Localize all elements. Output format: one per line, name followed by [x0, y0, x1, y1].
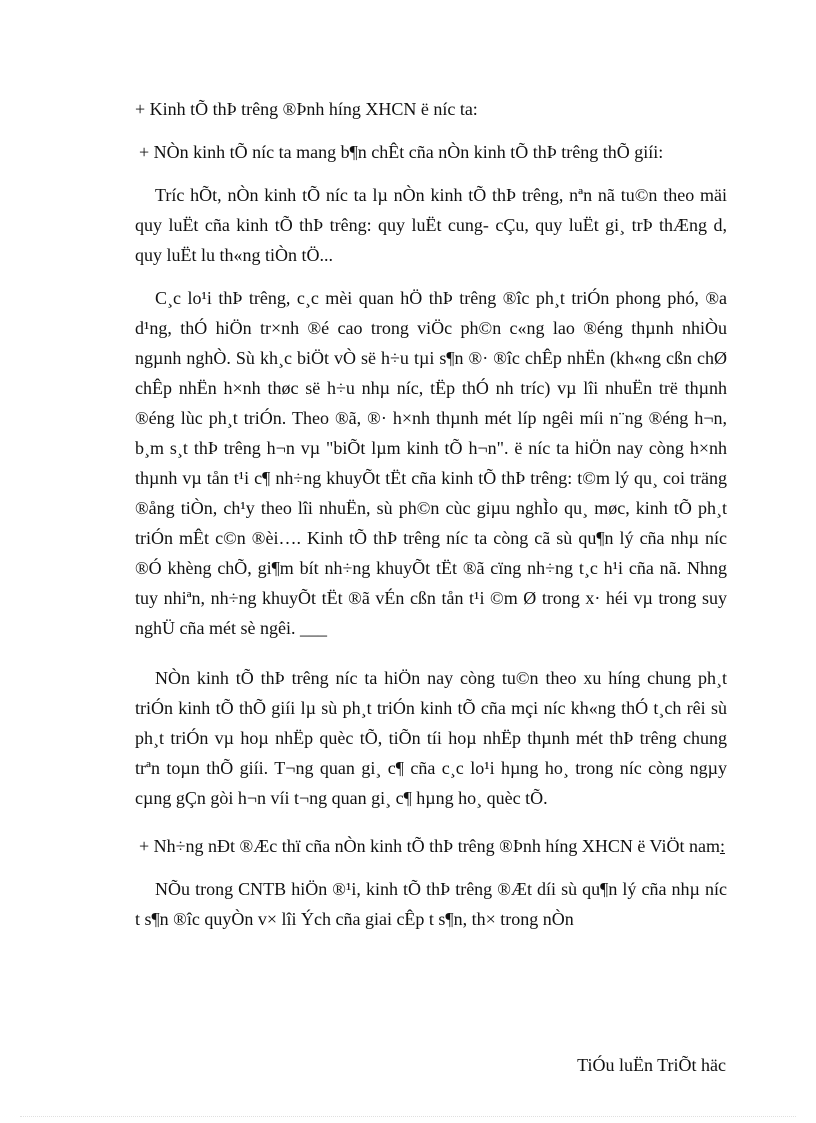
subheading-world-nature: + NÒn kinh tÕ níc ta mang b¶n chÊt cña nÒn kinh tÕ thÞ trêng thÕ giíi:: [139, 142, 664, 162]
document-body: [135, 94, 727, 934]
page-footer: TiÓu luËn TriÕt häc: [577, 1055, 726, 1075]
page-bottom-divider: [20, 1116, 796, 1117]
heading-market-economy: + Kinh tÕ thÞ trêng ®Þnh híng XHCN ë níc ta:: [135, 99, 478, 119]
subheading-vietnam-features-text: + Nh÷ng nÐt ®Æc thï cña nÒn kinh tÕ thÞ trêng ®Þnh híng XHCN ë ViÖt nam: [139, 836, 720, 856]
paragraph-market-types: [135, 283, 727, 643]
paragraph-capitalism-compare: NÕu trong CNTB hiÖn ®¹i, kinh tÕ thÞ trêng ®Æt díi sù qu¶n lý cña nhµ níc t s¶n ®îc quyÒn v× lîi Ých cña giai cÊp t s¶n, th× trong nÒn: [135, 879, 727, 929]
paragraph-market-types-text: C¸c lo¹i thÞ trêng, c¸c mèi quan hÖ thÞ trêng ®îc ph¸t triÓn phong phó, ®a d¹ng, thÓ hiÖn tr×nh ®é cao trong viÖc ph©n c«ng lao ®éng thµnh nhiÒu ngµnh nghÒ. Sù kh¸c biÖt vÒ së h÷u tµi s¶n ®· ®îc chÊp nhËn (kh«ng cßn chØ chÊp nhËn h×nh thøc së h÷u nhµ níc, tËp thÓ nh tríc) vµ lîi nhuËn trë thµnh ®éng lùc ph¸t triÓn. Theo ®ã, ®· h×nh thµnh mét líp ngêi míi n¨ng ®éng h¬n, b¸m s¸t thÞ trêng h¬n vµ "biÕt lµm kinh tÕ h¬n". ë níc ta hiÖn nay còng h×nh thµnh vµ tån t¹i c¶ nh÷ng khuyÕt tËt cña kinh tÕ thÞ trêng: t©m lý qu¸ coi träng ®ång tiÒn, ch¹y theo lîi nhuËn, sù ph©n cùc giµu nghÌo qu¸ møc, kinh tÕ ph¸t triÓn mÊt c©n ®èi…. Kinh tÕ thÞ trêng níc ta còng cã sù qu¶n lý cña nhµ níc ®Ó khèng chÕ, gi¶m bít nh÷ng khuyÕt tËt ®ã cïng nh÷ng t¸c h¹i cña nã. Nhng tuy nhiªn, nh÷ng khuyÕt tËt ®ã vÉn cßn tån t¹i ©m Ø trong x· héi vµ trong suy nghÜ cña mét sè ngêi.: [135, 288, 727, 638]
paragraph-global-trend: NÒn kinh tÕ thÞ trêng níc ta hiÖn nay còng tu©n theo xu híng chung ph¸t triÓn kinh tÕ thÕ giíi lµ sù ph¸t triÓn kinh tÕ cña mçi níc kh«ng thÓ t¸ch rêi sù ph¸t triÓn vµ hoµ nhËp quèc tÕ, tiÕn tíi hoµ nhËp thµnh mét thÞ trêng chung trªn toµn thÕ giíi. T¬ng quan gi¸ c¶ cña c¸c lo¹i hµng ho¸ trong níc còng ngµy cµng gÇn gòi h¬n víi t¬ng quan gi¸ c¶ hµng ho¸ quèc tÕ.: [135, 668, 727, 808]
subheading-vietnam-features: [135, 831, 727, 861]
paragraph-market-laws: Tríc hÕt, nÒn kinh tÕ níc ta lµ nÒn kinh tÕ thÞ trêng, nªn nã tu©n theo mäi quy luËt cña kinh tÕ thÞ trêng: quy luËt cung- cÇu, quy luËt gi¸ trÞ thÆng d, quy luËt lu th«ng tiÒn tÖ...: [135, 185, 727, 265]
paragraph-trailing-mark: ___: [299, 618, 327, 638]
subheading-colon: :: [719, 836, 725, 856]
